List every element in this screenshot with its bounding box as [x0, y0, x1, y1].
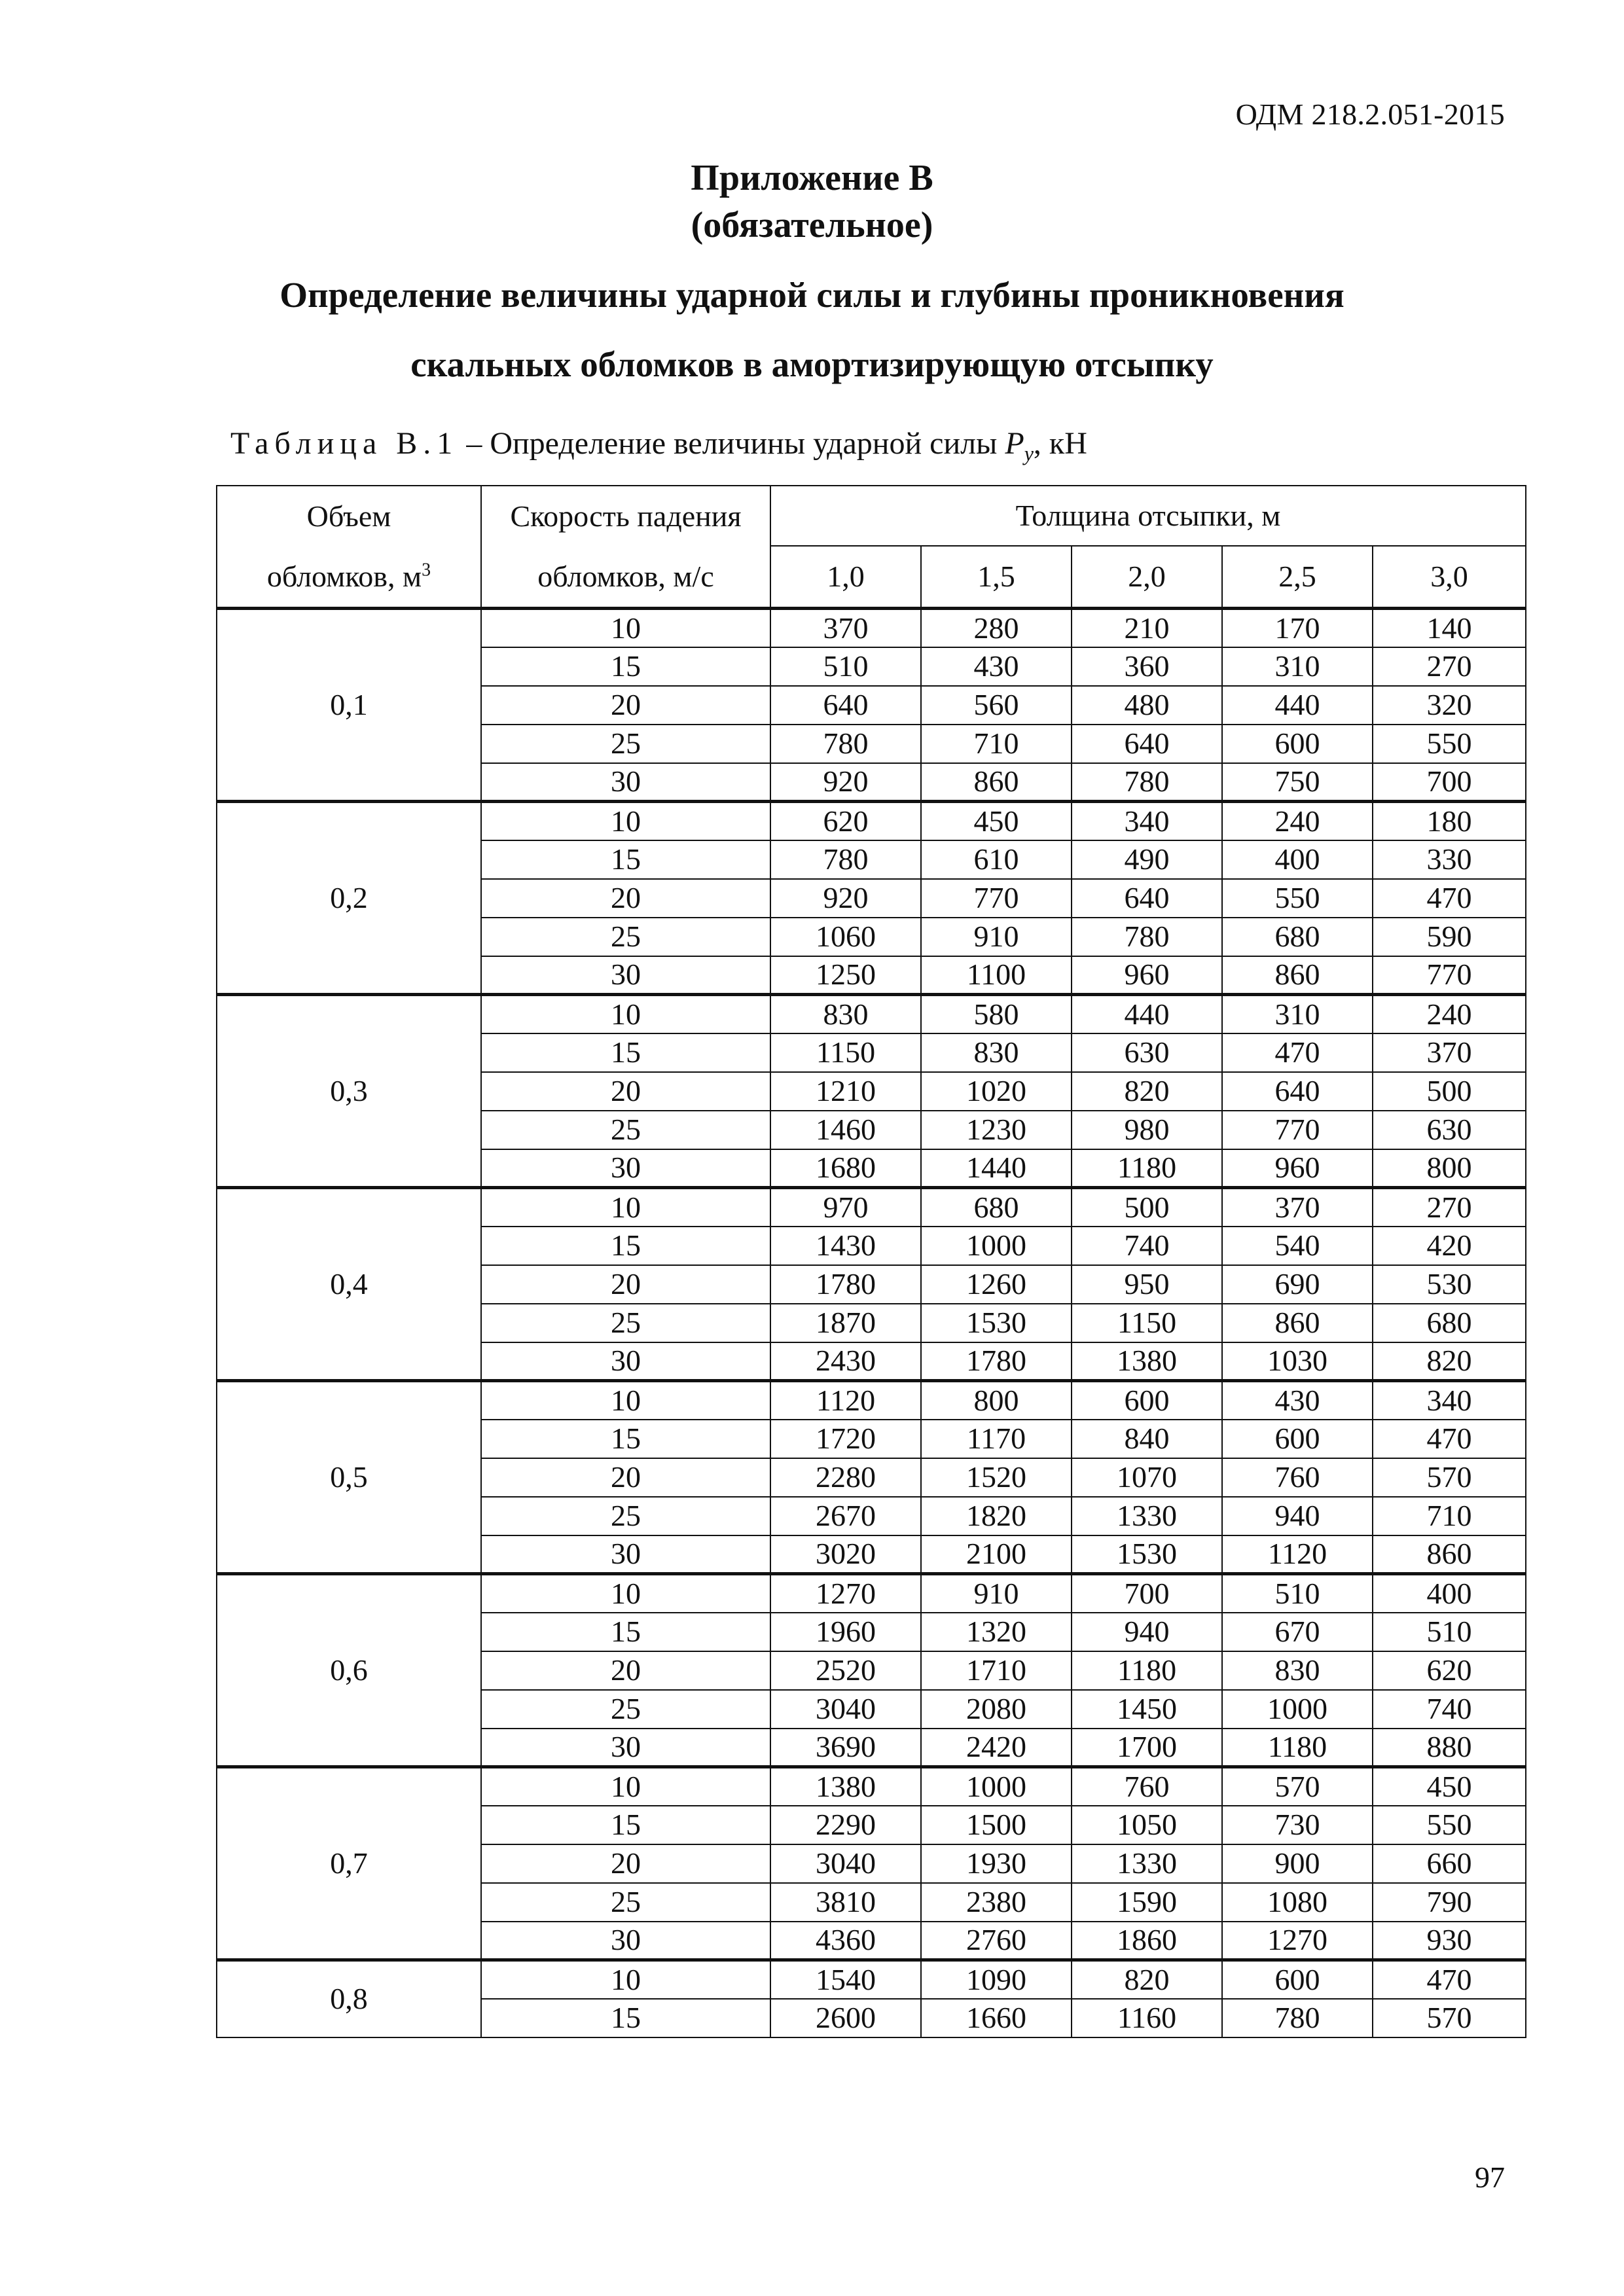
table-row [217, 1767, 1526, 1806]
force-value-cell: 830 [921, 1033, 1072, 1072]
force-value-cell: 750 [1222, 763, 1373, 802]
force-value-cell: 740 [1072, 1227, 1222, 1265]
force-value-cell: 670 [1222, 1613, 1373, 1651]
force-value-cell: 640 [1072, 725, 1222, 763]
force-value-cell: 4360 [770, 1922, 921, 1960]
speed-cell: 10 [481, 1188, 770, 1227]
table-row [217, 1960, 1526, 1999]
force-value-cell: 600 [1072, 1381, 1222, 1420]
force-value-cell: 1860 [1072, 1922, 1222, 1960]
column-header-thickness: Толщина отсыпки, м [770, 486, 1526, 546]
speed-cell: 20 [481, 1072, 770, 1111]
force-value-cell: 1330 [1072, 1497, 1222, 1535]
column-header-thickness-value: 2,0 [1072, 546, 1222, 609]
table-caption-unit: , кН [1033, 426, 1087, 461]
volume-cell: 0,7 [217, 1767, 481, 1960]
force-value-cell: 960 [1072, 956, 1222, 995]
table-row [217, 995, 1526, 1033]
force-value-cell: 2600 [770, 1999, 921, 2037]
force-value-cell: 500 [1373, 1072, 1526, 1111]
force-value-cell: 840 [1072, 1420, 1222, 1458]
speed-cell: 10 [481, 1767, 770, 1806]
force-value-cell: 570 [1373, 1458, 1526, 1497]
force-value-cell: 680 [1373, 1304, 1526, 1342]
force-value-cell: 340 [1373, 1381, 1526, 1420]
force-value-cell: 780 [1222, 1999, 1373, 2037]
force-value-cell: 1020 [921, 1072, 1072, 1111]
volume-cell: 0,3 [217, 995, 481, 1188]
speed-cell: 25 [481, 725, 770, 763]
section-heading-line-1: Определение величины ударной силы и глубины проникновения [280, 275, 1344, 315]
force-value-cell: 1250 [770, 956, 921, 995]
force-value-cell: 780 [1072, 763, 1222, 802]
force-value-cell: 570 [1222, 1767, 1373, 1806]
force-value-cell: 860 [1373, 1535, 1526, 1574]
force-value-cell: 270 [1373, 647, 1526, 686]
force-value-cell: 1820 [921, 1497, 1072, 1535]
force-value-cell: 2420 [921, 1729, 1072, 1767]
force-value-cell: 680 [921, 1188, 1072, 1227]
table-row [217, 1574, 1526, 1613]
force-value-cell: 550 [1373, 1806, 1526, 1844]
force-value-cell: 1330 [1072, 1844, 1222, 1883]
speed-cell: 10 [481, 609, 770, 647]
force-value-cell: 930 [1373, 1922, 1526, 1960]
force-value-cell: 910 [921, 918, 1072, 956]
force-value-cell: 630 [1373, 1111, 1526, 1149]
force-value-cell: 590 [1373, 918, 1526, 956]
force-value-cell: 700 [1072, 1574, 1222, 1613]
force-value-cell: 1720 [770, 1420, 921, 1458]
force-value-cell: 450 [1373, 1767, 1526, 1806]
force-value-cell: 550 [1373, 725, 1526, 763]
speed-cell: 30 [481, 1342, 770, 1381]
force-value-cell: 370 [1373, 1033, 1526, 1072]
volume-cell: 0,8 [217, 1960, 481, 2037]
force-value-cell: 240 [1373, 995, 1526, 1033]
force-value-cell: 800 [1373, 1149, 1526, 1188]
force-value-cell: 920 [770, 763, 921, 802]
force-value-cell: 1180 [1072, 1651, 1222, 1690]
speed-cell: 15 [481, 647, 770, 686]
force-value-cell: 140 [1373, 609, 1526, 647]
speed-cell: 20 [481, 686, 770, 725]
force-value-cell: 920 [770, 879, 921, 918]
force-value-cell: 1170 [921, 1420, 1072, 1458]
force-value-cell: 420 [1373, 1227, 1526, 1265]
force-value-cell: 600 [1222, 1420, 1373, 1458]
force-value-cell: 3810 [770, 1883, 921, 1922]
force-value-cell: 560 [921, 686, 1072, 725]
speed-cell: 10 [481, 1381, 770, 1420]
force-value-cell: 500 [1072, 1188, 1222, 1227]
force-value-cell: 310 [1222, 647, 1373, 686]
force-value-cell: 1780 [921, 1342, 1072, 1381]
force-value-cell: 860 [1222, 1304, 1373, 1342]
volume-cell: 0,1 [217, 609, 481, 802]
force-value-cell: 1270 [1222, 1922, 1373, 1960]
force-value-cell: 470 [1373, 1420, 1526, 1458]
force-value-cell: 960 [1222, 1149, 1373, 1188]
speed-cell: 25 [481, 1304, 770, 1342]
speed-cell: 10 [481, 1960, 770, 1999]
volume-cell: 0,4 [217, 1188, 481, 1381]
speed-cell: 25 [481, 1111, 770, 1149]
appendix-title-block [0, 154, 1624, 249]
force-value-cell: 1430 [770, 1227, 921, 1265]
force-value-cell: 2080 [921, 1690, 1072, 1729]
force-value-cell: 2760 [921, 1922, 1072, 1960]
speed-cell: 15 [481, 1033, 770, 1072]
force-value-cell: 780 [770, 725, 921, 763]
force-value-cell: 970 [770, 1188, 921, 1227]
document-code: ОДМ 218.2.051-2015 [1235, 98, 1505, 131]
force-value-cell: 1530 [1072, 1535, 1222, 1574]
volume-cell: 0,2 [217, 802, 481, 995]
force-value-cell: 710 [921, 725, 1072, 763]
force-value-cell: 1180 [1072, 1149, 1222, 1188]
force-value-cell: 440 [1072, 995, 1222, 1033]
force-value-cell: 950 [1072, 1265, 1222, 1304]
force-value-cell: 1100 [921, 956, 1072, 995]
force-value-cell: 830 [1222, 1651, 1373, 1690]
force-value-cell: 470 [1373, 879, 1526, 918]
force-value-cell: 820 [1072, 1072, 1222, 1111]
force-value-cell: 800 [921, 1381, 1072, 1420]
force-value-cell: 1500 [921, 1806, 1072, 1844]
speed-cell: 30 [481, 763, 770, 802]
force-value-cell: 1210 [770, 1072, 921, 1111]
speed-cell: 30 [481, 956, 770, 995]
force-value-cell: 780 [770, 840, 921, 879]
force-value-cell: 1030 [1222, 1342, 1373, 1381]
force-value-cell: 1960 [770, 1613, 921, 1651]
force-value-cell: 1320 [921, 1613, 1072, 1651]
force-value-cell: 510 [770, 647, 921, 686]
force-value-cell: 3690 [770, 1729, 921, 1767]
speed-cell: 10 [481, 802, 770, 840]
table-row [217, 609, 1526, 647]
force-value-cell: 1870 [770, 1304, 921, 1342]
force-value-cell: 700 [1373, 763, 1526, 802]
speed-cell: 25 [481, 1883, 770, 1922]
force-value-cell: 570 [1373, 1999, 1526, 2037]
table-row [217, 802, 1526, 840]
force-value-cell: 690 [1222, 1265, 1373, 1304]
force-value-cell: 3040 [770, 1690, 921, 1729]
force-value-cell: 880 [1373, 1729, 1526, 1767]
table-caption [230, 425, 1087, 466]
column-header-thickness-value: 2,5 [1222, 546, 1373, 609]
force-value-cell: 710 [1373, 1497, 1526, 1535]
speed-cell: 15 [481, 1806, 770, 1844]
force-value-cell: 740 [1373, 1690, 1526, 1729]
volume-cell: 0,6 [217, 1574, 481, 1767]
speed-cell: 20 [481, 1844, 770, 1883]
force-value-cell: 490 [1072, 840, 1222, 879]
force-value-cell: 2290 [770, 1806, 921, 1844]
force-value-cell: 600 [1222, 725, 1373, 763]
speed-cell: 15 [481, 1999, 770, 2037]
force-value-cell: 1080 [1222, 1883, 1373, 1922]
force-value-cell: 980 [1072, 1111, 1222, 1149]
force-value-cell: 1120 [770, 1381, 921, 1420]
force-value-cell: 210 [1072, 609, 1222, 647]
force-value-cell: 440 [1222, 686, 1373, 725]
force-value-cell: 820 [1072, 1960, 1222, 1999]
volume-cell: 0,5 [217, 1381, 481, 1574]
force-value-cell: 330 [1373, 840, 1526, 879]
force-value-cell: 2380 [921, 1883, 1072, 1922]
speed-cell: 25 [481, 918, 770, 956]
force-value-cell: 790 [1373, 1883, 1526, 1922]
force-value-cell: 1000 [921, 1227, 1072, 1265]
force-value-cell: 640 [1072, 879, 1222, 918]
force-value-cell: 310 [1222, 995, 1373, 1033]
force-value-cell: 280 [921, 609, 1072, 647]
force-value-cell: 1180 [1222, 1729, 1373, 1767]
force-value-cell: 900 [1222, 1844, 1373, 1883]
speed-cell: 15 [481, 1420, 770, 1458]
force-value-cell: 1660 [921, 1999, 1072, 2037]
force-value-cell: 730 [1222, 1806, 1373, 1844]
speed-cell: 20 [481, 879, 770, 918]
section-heading [0, 260, 1624, 399]
force-value-cell: 1000 [1222, 1690, 1373, 1729]
appendix-status: (обязательное) [691, 205, 933, 245]
force-value-cell: 620 [770, 802, 921, 840]
force-value-cell: 470 [1373, 1960, 1526, 1999]
force-value-cell: 640 [770, 686, 921, 725]
force-value-cell: 910 [921, 1574, 1072, 1613]
speed-cell: 20 [481, 1651, 770, 1690]
force-value-cell: 480 [1072, 686, 1222, 725]
force-value-cell: 1000 [921, 1767, 1072, 1806]
speed-cell: 30 [481, 1149, 770, 1188]
force-value-cell: 660 [1373, 1844, 1526, 1883]
table-caption-symbol: $P_у$ [1005, 426, 1034, 465]
speed-cell: 10 [481, 1574, 770, 1613]
force-value-cell: 510 [1373, 1613, 1526, 1651]
force-value-cell: 370 [770, 609, 921, 647]
force-value-cell: 830 [770, 995, 921, 1033]
force-value-cell: 1710 [921, 1651, 1072, 1690]
page-number: 97 [1475, 2161, 1505, 2194]
speed-cell: 30 [481, 1535, 770, 1574]
table-row [217, 1188, 1526, 1227]
table-row [217, 1381, 1526, 1420]
force-value-cell: 600 [1222, 1960, 1373, 1999]
force-value-cell: 580 [921, 995, 1072, 1033]
speed-cell: 25 [481, 1690, 770, 1729]
force-value-cell: 1460 [770, 1111, 921, 1149]
force-value-cell: 1930 [921, 1844, 1072, 1883]
force-value-cell: 940 [1222, 1497, 1373, 1535]
force-value-cell: 1780 [770, 1265, 921, 1304]
force-value-cell: 1070 [1072, 1458, 1222, 1497]
force-value-cell: 1120 [1222, 1535, 1373, 1574]
force-value-cell: 770 [1373, 956, 1526, 995]
force-value-cell: 940 [1072, 1613, 1222, 1651]
force-value-cell: 1700 [1072, 1729, 1222, 1767]
force-value-cell: 1680 [770, 1149, 921, 1188]
force-value-cell: 470 [1222, 1033, 1373, 1072]
force-value-cell: 360 [1072, 647, 1222, 686]
speed-cell: 30 [481, 1922, 770, 1960]
speed-cell: 10 [481, 995, 770, 1033]
table-caption-text: Определение величины ударной силы [490, 426, 998, 461]
force-value-cell: 770 [921, 879, 1072, 918]
force-value-cell: 180 [1373, 802, 1526, 840]
force-value-cell: 1230 [921, 1111, 1072, 1149]
force-value-cell: 400 [1373, 1574, 1526, 1613]
force-value-cell: 1160 [1072, 1999, 1222, 2037]
force-value-cell: 760 [1222, 1458, 1373, 1497]
force-value-cell: 320 [1373, 686, 1526, 725]
force-value-cell: 1150 [1072, 1304, 1222, 1342]
force-value-cell: 1260 [921, 1265, 1072, 1304]
force-value-cell: 610 [921, 840, 1072, 879]
column-header-thickness-value: 1,0 [770, 546, 921, 609]
force-value-cell: 2280 [770, 1458, 921, 1497]
speed-cell: 30 [481, 1729, 770, 1767]
force-value-cell: 1380 [770, 1767, 921, 1806]
force-value-cell: 680 [1222, 918, 1373, 956]
force-value-cell: 2520 [770, 1651, 921, 1690]
speed-cell: 15 [481, 840, 770, 879]
force-value-cell: 2670 [770, 1497, 921, 1535]
force-value-cell: 1520 [921, 1458, 1072, 1497]
force-value-cell: 760 [1072, 1767, 1222, 1806]
force-value-cell: 860 [921, 763, 1072, 802]
force-value-cell: 1050 [1072, 1806, 1222, 1844]
speed-cell: 15 [481, 1227, 770, 1265]
force-value-cell: 430 [1222, 1381, 1373, 1420]
force-value-cell: 510 [1222, 1574, 1373, 1613]
column-header-speed: Скорость падения обломков, м/с [481, 486, 770, 609]
force-value-cell: 550 [1222, 879, 1373, 918]
force-value-cell: 450 [921, 802, 1072, 840]
force-value-cell: 1090 [921, 1960, 1072, 1999]
force-value-cell: 540 [1222, 1227, 1373, 1265]
speed-cell: 20 [481, 1265, 770, 1304]
force-value-cell: 370 [1222, 1188, 1373, 1227]
force-value-cell: 820 [1373, 1342, 1526, 1381]
force-value-cell: 640 [1222, 1072, 1373, 1111]
speed-cell: 15 [481, 1613, 770, 1651]
force-value-cell: 240 [1222, 802, 1373, 840]
force-value-cell: 1540 [770, 1960, 921, 1999]
column-header-thickness-value: 1,5 [921, 546, 1072, 609]
force-value-cell: 270 [1373, 1188, 1526, 1227]
table-caption-dash: – [466, 426, 482, 461]
force-value-cell: 2430 [770, 1342, 921, 1381]
appendix-title: Приложение В [691, 158, 933, 198]
speed-cell: 20 [481, 1458, 770, 1497]
force-value-cell: 530 [1373, 1265, 1526, 1304]
force-value-cell: 1150 [770, 1033, 921, 1072]
force-value-cell: 400 [1222, 840, 1373, 879]
force-value-cell: 1270 [770, 1574, 921, 1613]
force-value-cell: 340 [1072, 802, 1222, 840]
force-value-cell: 770 [1222, 1111, 1373, 1149]
column-header-volume: Объем обломков, $м^3$ [217, 486, 481, 609]
force-value-cell: 1060 [770, 918, 921, 956]
force-value-cell: 2100 [921, 1535, 1072, 1574]
force-value-cell: 1440 [921, 1149, 1072, 1188]
force-value-cell: 170 [1222, 609, 1373, 647]
speed-cell: 25 [481, 1497, 770, 1535]
force-value-cell: 430 [921, 647, 1072, 686]
column-header-thickness-value: 3,0 [1373, 546, 1526, 609]
force-value-cell: 620 [1373, 1651, 1526, 1690]
section-heading-line-2: скальных обломков в амортизирующую отсыпку [410, 344, 1214, 384]
force-value-cell: 1380 [1072, 1342, 1222, 1381]
force-value-cell: 1450 [1072, 1690, 1222, 1729]
force-value-cell: 630 [1072, 1033, 1222, 1072]
force-value-cell: 780 [1072, 918, 1222, 956]
table-caption-label: Таблица В.1 [230, 426, 459, 461]
impact-force-table [216, 485, 1526, 2038]
force-value-cell: 860 [1222, 956, 1373, 995]
force-value-cell: 3040 [770, 1844, 921, 1883]
force-value-cell: 1530 [921, 1304, 1072, 1342]
force-value-cell: 3020 [770, 1535, 921, 1574]
force-value-cell: 1590 [1072, 1883, 1222, 1922]
